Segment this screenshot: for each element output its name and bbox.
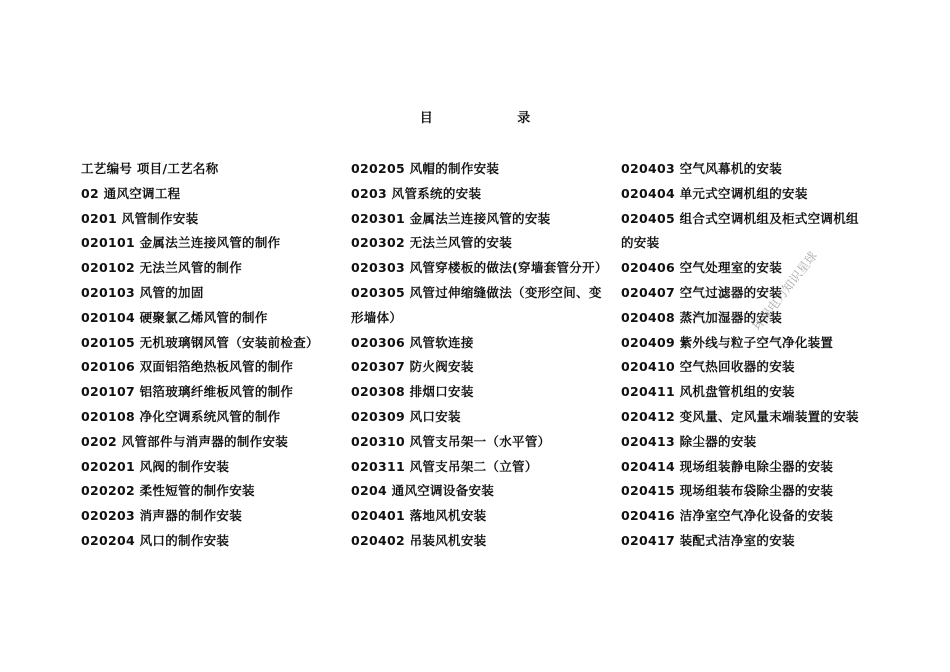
toc-entry: 020202 柔性短管的制作安装 [81,483,255,499]
toc-entry: 020302 无法兰风管的安装 [351,235,513,251]
toc-entry: 020404 单元式空调机组的安装 [621,185,808,201]
page-title: 目 录 [419,111,571,126]
toc-entry-continuation: 的安装 [621,235,660,251]
toc-entry: 020205 风帽的制作安装 [351,161,500,176]
toc-entry: 020417 装配式洁净室的安装 [621,532,795,548]
toc-entry: 020102 无法兰风管的制作 [81,260,243,276]
toc-entry: 020103 风管的加固 [81,284,204,300]
toc-entry: 020107 铝箔玻璃纤维板风管的制作 [81,384,294,400]
toc-entry: 020403 空气风幕机的安装 [621,161,783,176]
watermark: 环保电力知识星球 [749,248,821,334]
toc-entry: 020406 空气处理室的安装 [621,260,783,276]
toc-entry: 020407 空气过滤器的安装 [621,284,783,300]
toc-entry: 020108 净化空调系统风管的制作 [81,408,281,424]
toc-entry: 0203 风管系统的安装 [351,185,482,201]
toc-entry: 020413 除尘器的安装 [621,433,757,449]
toc-column-1 [81,157,346,554]
toc-header: 工艺编号 项目/工艺名称 [81,161,219,176]
toc-entry: 020411 风机盘管机组的安装 [621,384,795,400]
toc-column-3 [621,157,871,554]
toc-entry: 020201 风阀的制作安装 [81,458,230,474]
toc-entry: 020301 金属法兰连接风管的安装 [351,210,551,226]
toc-entry: 020309 风口安装 [351,408,461,424]
toc-entry: 02 通风空调工程 [81,185,181,201]
toc-entry: 020106 双面铝箔绝热板风管的制作 [81,359,294,375]
toc-entry: 020416 洁净室空气净化设备的安装 [621,508,834,524]
toc-entry: 020204 风口的制作安装 [81,532,230,548]
toc-entry: 020408 蒸汽加湿器的安装 [621,309,783,325]
toc-entry: 020310 风管支吊架一（水平管） [351,433,551,449]
toc-entry: 020415 现场组装布袋除尘器的安装 [621,483,834,499]
toc-entry: 020409 紫外线与粒子空气净化装置 [621,334,834,350]
toc-entry: 020414 现场组装静电除尘器的安装 [621,458,834,474]
toc-entry: 0204 通风空调设备安装 [351,483,495,499]
toc-entry: 020105 无机玻璃钢风管（安装前检查） [81,334,319,350]
toc-entry: 020412 变风量、定风量末端装置的安装 [621,408,859,424]
toc-entry: 020308 排烟口安装 [351,384,474,400]
toc-entry: 020303 风管穿楼板的做法(穿墙套管分开） [351,260,608,276]
toc-entry: 020401 落地风机安装 [351,508,487,524]
toc-entry: 020410 空气热回收器的安装 [621,359,795,375]
toc-entry-continuation: 形墙体） [351,309,403,325]
toc-entry: 0201 风管制作安装 [81,210,199,226]
toc-entry: 020402 吊装风机安装 [351,532,487,548]
toc-column-2 [351,157,616,554]
toc-entry: 020307 防火阀安装 [351,359,474,375]
toc-entry: 020104 硬聚氯乙烯风管的制作 [81,309,268,325]
toc-entry: 020311 风管支吊架二（立管） [351,458,538,474]
toc-entry: 020101 金属法兰连接风管的制作 [81,235,281,251]
toc-entry: 020306 风管软连接 [351,334,474,350]
toc-entry: 020405 组合式空调机组及柜式空调机组 [621,210,859,226]
toc-entry: 020203 消声器的制作安装 [81,508,243,524]
toc-entry: 0202 风管部件与消声器的制作安装 [81,433,289,449]
toc-entry: 020305 风管过伸缩缝做法（变形空间、变 [351,284,602,300]
